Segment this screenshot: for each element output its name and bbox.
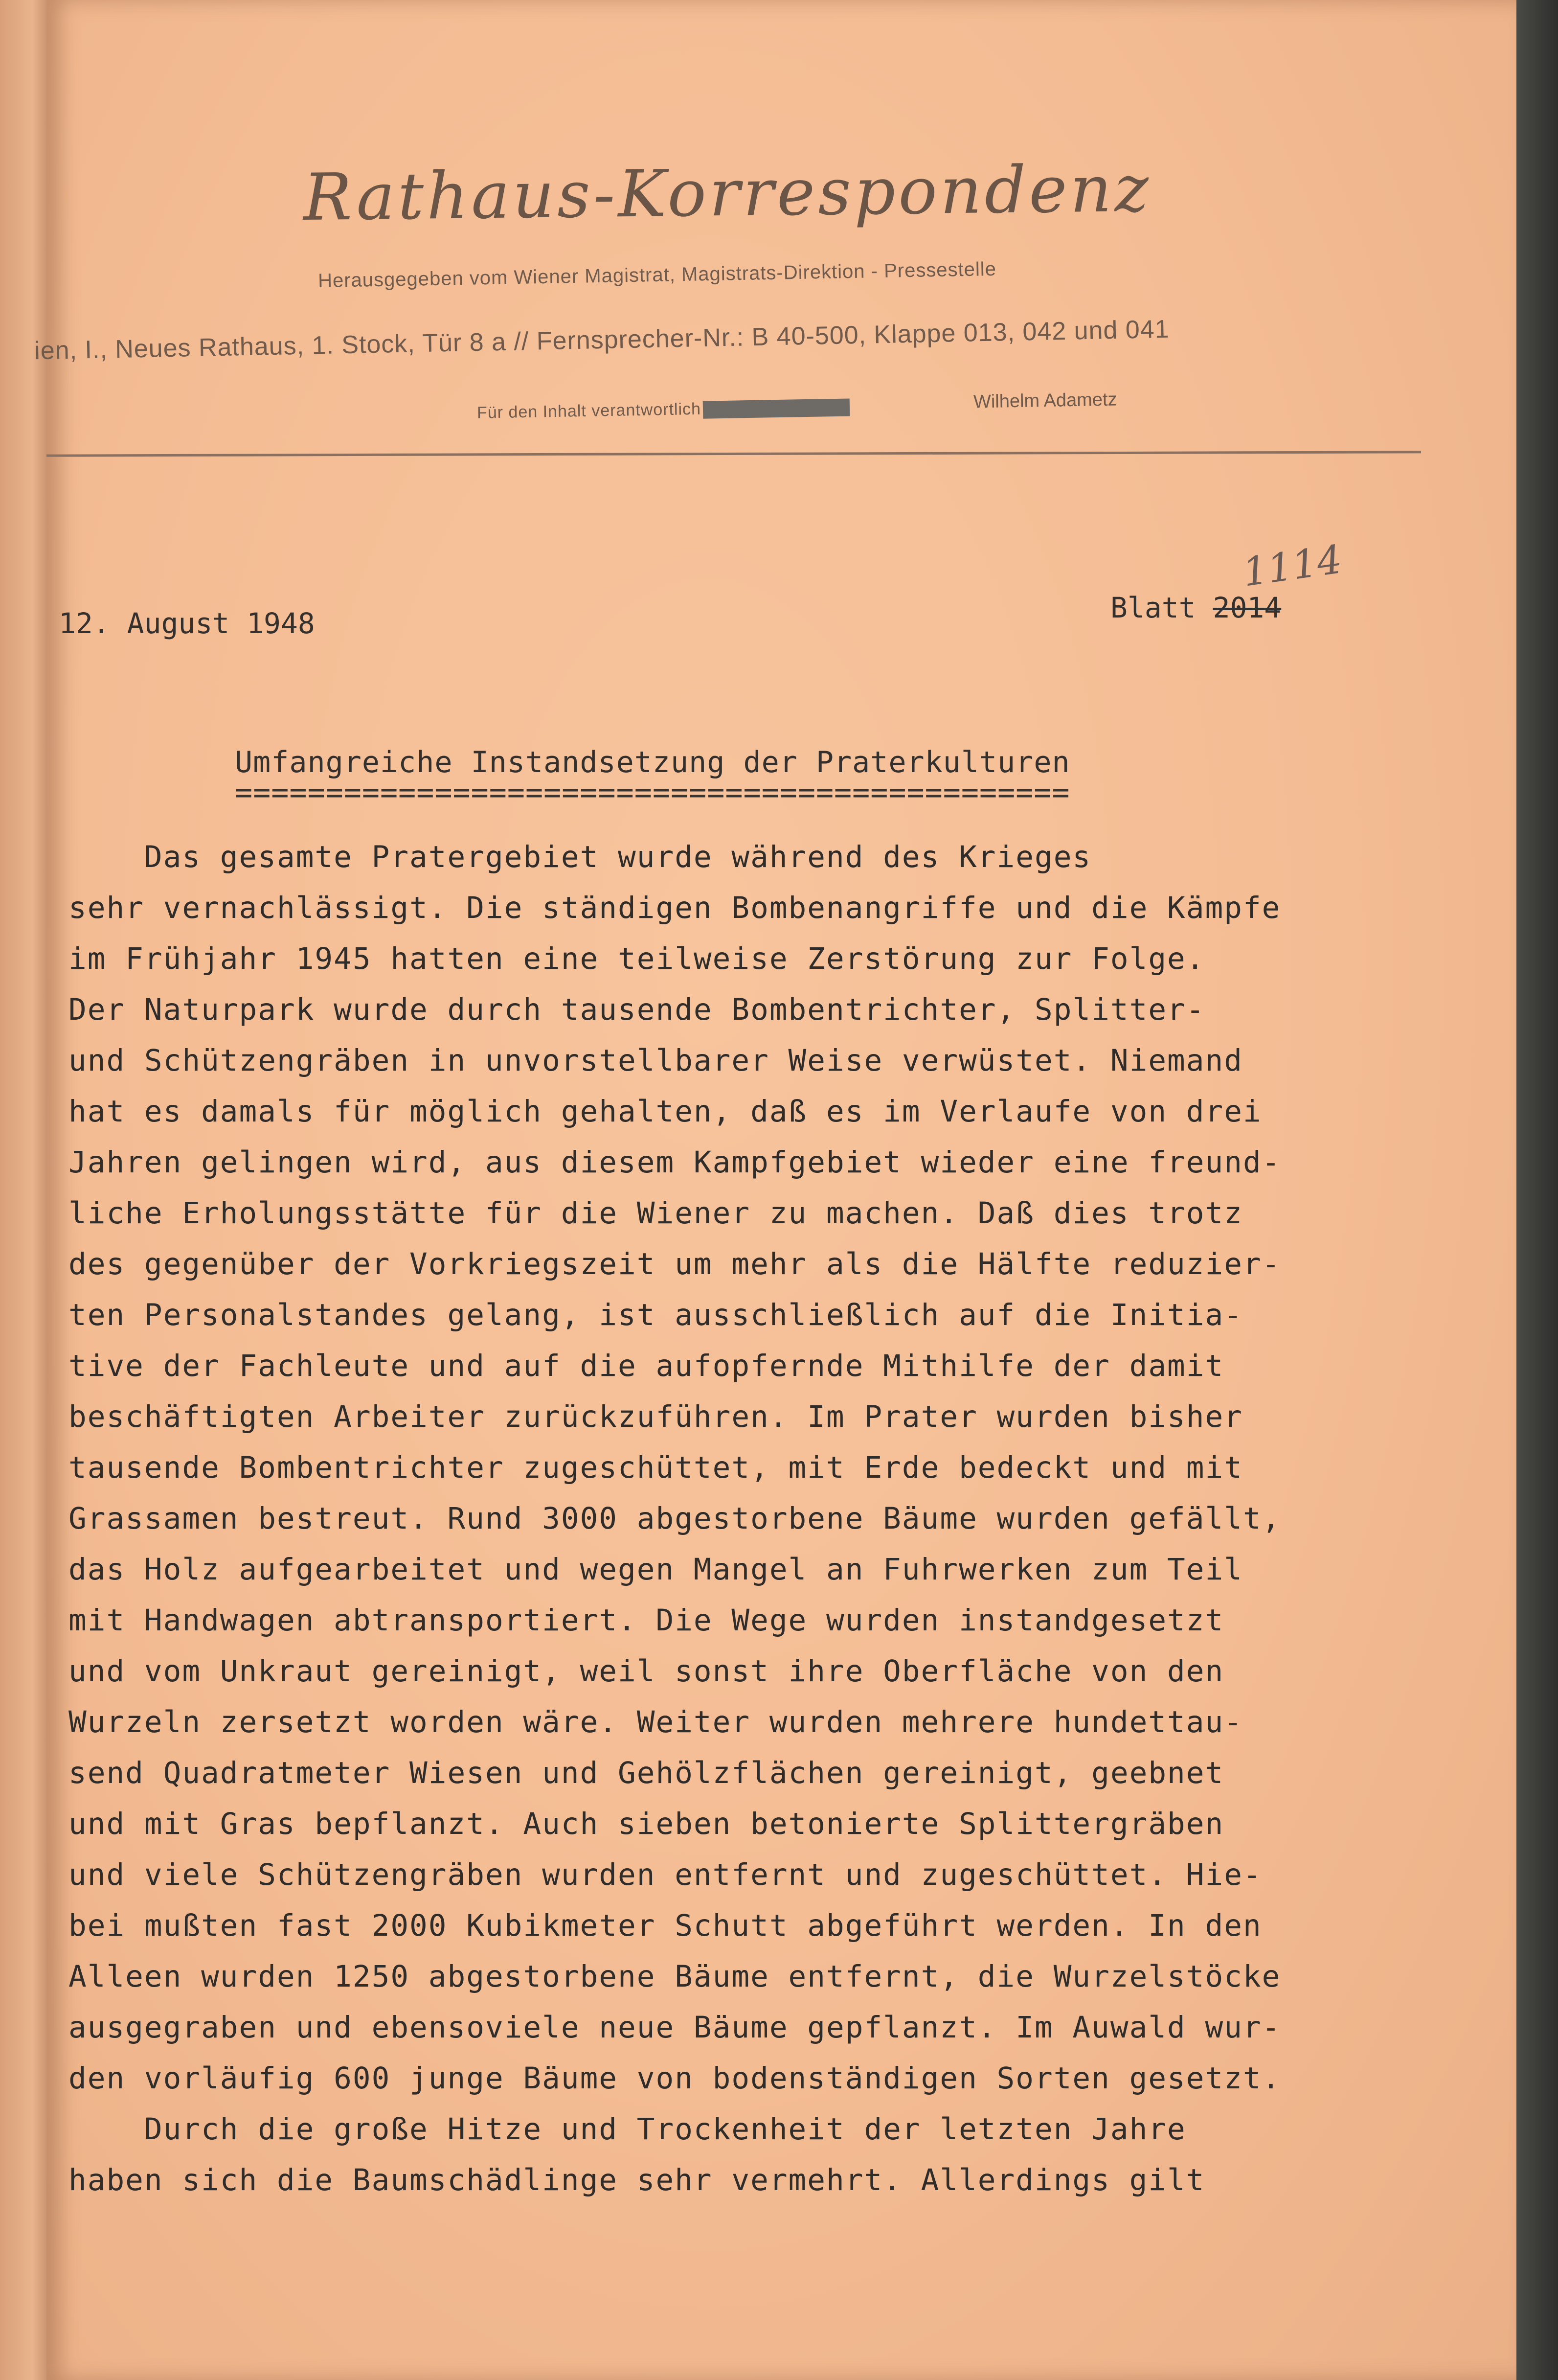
headline-underline: ==============================================	[235, 776, 1070, 810]
body-line: und mit Gras bepflanzt. Auch sieben betonierte Splittergräben	[68, 1807, 1224, 1841]
body-line: und Schützengräben in unvorstellbarer Weise verwüstet. Niemand	[68, 1043, 1243, 1078]
body-line: beschäftigten Arbeiter zurückzuführen. Im Prater wurden bisher	[68, 1399, 1243, 1434]
body-line: ten Personalstandes gelang, ist ausschließlich auf die Initia-	[68, 1298, 1243, 1332]
article-headline: Umfangreiche Instandsetzung der Praterkulturen	[235, 745, 1070, 779]
publisher-line: Herausgegeben vom Wiener Magistrat, Magistrats-Direktion - Pressestelle	[317, 258, 997, 292]
article-body	[68, 832, 1379, 2206]
body-line: und vom Unkraut gereinigt, weil sonst ihre Oberfläche von den	[68, 1654, 1224, 1689]
sheet-number-struck: 2014	[1213, 591, 1282, 624]
body-line: Grassamen bestreut. Rund 3000 abgestorbene Bäume wurden gefällt,	[68, 1501, 1281, 1536]
body-line: Der Naturpark wurde durch tausende Bombentrichter, Splitter-	[68, 992, 1205, 1027]
body-line: ausgegraben und ebensoviele neue Bäume gepflanzt. Im Auwald wur-	[68, 2010, 1281, 2045]
body-line: den vorläufig 600 junge Bäume von bodenständigen Sorten gesetzt.	[68, 2061, 1281, 2096]
body-line: Durch die große Hitze und Trockenheit der letzten Jahre	[68, 2112, 1186, 2147]
body-line: sehr vernachlässigt. Die ständigen Bombenangriffe und die Kämpfe	[68, 891, 1281, 925]
body-line: Jahren gelingen wird, aus diesem Kampfgebiet wieder eine freund-	[68, 1145, 1281, 1180]
body-line: Alleen wurden 1250 abgestorbene Bäume entfernt, die Wurzelstöcke	[68, 1959, 1281, 1994]
body-line: hat es damals für möglich gehalten, daß es im Verlaufe von drei	[68, 1094, 1262, 1129]
document-date: 12. August 1948	[59, 607, 315, 640]
sheet-number	[1110, 591, 1281, 624]
responsible-name: Wilhelm Adametz	[973, 389, 1117, 412]
book-spine	[1516, 0, 1558, 2380]
sheet-label: Blatt	[1110, 591, 1196, 624]
body-line: tausende Bombentrichter zugeschüttet, mit Erde bedeckt und mit	[68, 1450, 1243, 1485]
body-line: mit Handwagen abtransportiert. Die Wege wurden instandgesetzt	[68, 1603, 1224, 1638]
body-line: Wurzeln zersetzt worden wäre. Weiter wurden mehrere hundettau-	[68, 1705, 1243, 1739]
body-line: und viele Schützengräben wurden entfernt und zugeschüttet. Hie-	[68, 1857, 1262, 1892]
body-line: des gegenüber der Vorkriegszeit um mehr als die Hälfte reduzier-	[68, 1247, 1281, 1282]
sheet-number-handwritten: 1114	[1240, 536, 1345, 595]
responsible-label: Für den Inhalt verantwortlich	[476, 399, 701, 422]
redaction-bar	[703, 398, 850, 418]
body-line: send Quadratmeter Wiesen und Gehölzflächen gereinigt, geebnet	[68, 1756, 1224, 1790]
body-line: haben sich die Baumschädlinge sehr vermehrt. Allerdings gilt	[68, 2163, 1205, 2197]
body-line: bei mußten fast 2000 Kubikmeter Schutt abgeführt werden. In den	[68, 1908, 1262, 1943]
body-line: das Holz aufgearbeitet und wegen Mangel an Fuhrwerken zum Teil	[68, 1552, 1243, 1587]
body-line: im Frühjahr 1945 hatten eine teilweise Zerstörung zur Folge.	[68, 941, 1205, 976]
masthead-title: Rathaus-Korrespondenz	[303, 151, 1152, 236]
body-line: tive der Fachleute und auf die aufopfernde Mithilfe der damit	[68, 1349, 1224, 1383]
address-line: ien, I., Neues Rathaus, 1. Stock, Tür 8 a // Fernsprecher-Nr.: B 40-500, Klappe 013, 042 und 041	[34, 315, 1170, 366]
body-line: liche Erholungsstätte für die Wiener zu machen. Daß dies trotz	[68, 1196, 1243, 1231]
body-line: Das gesamte Pratergebiet wurde während des Krieges	[68, 840, 1092, 874]
